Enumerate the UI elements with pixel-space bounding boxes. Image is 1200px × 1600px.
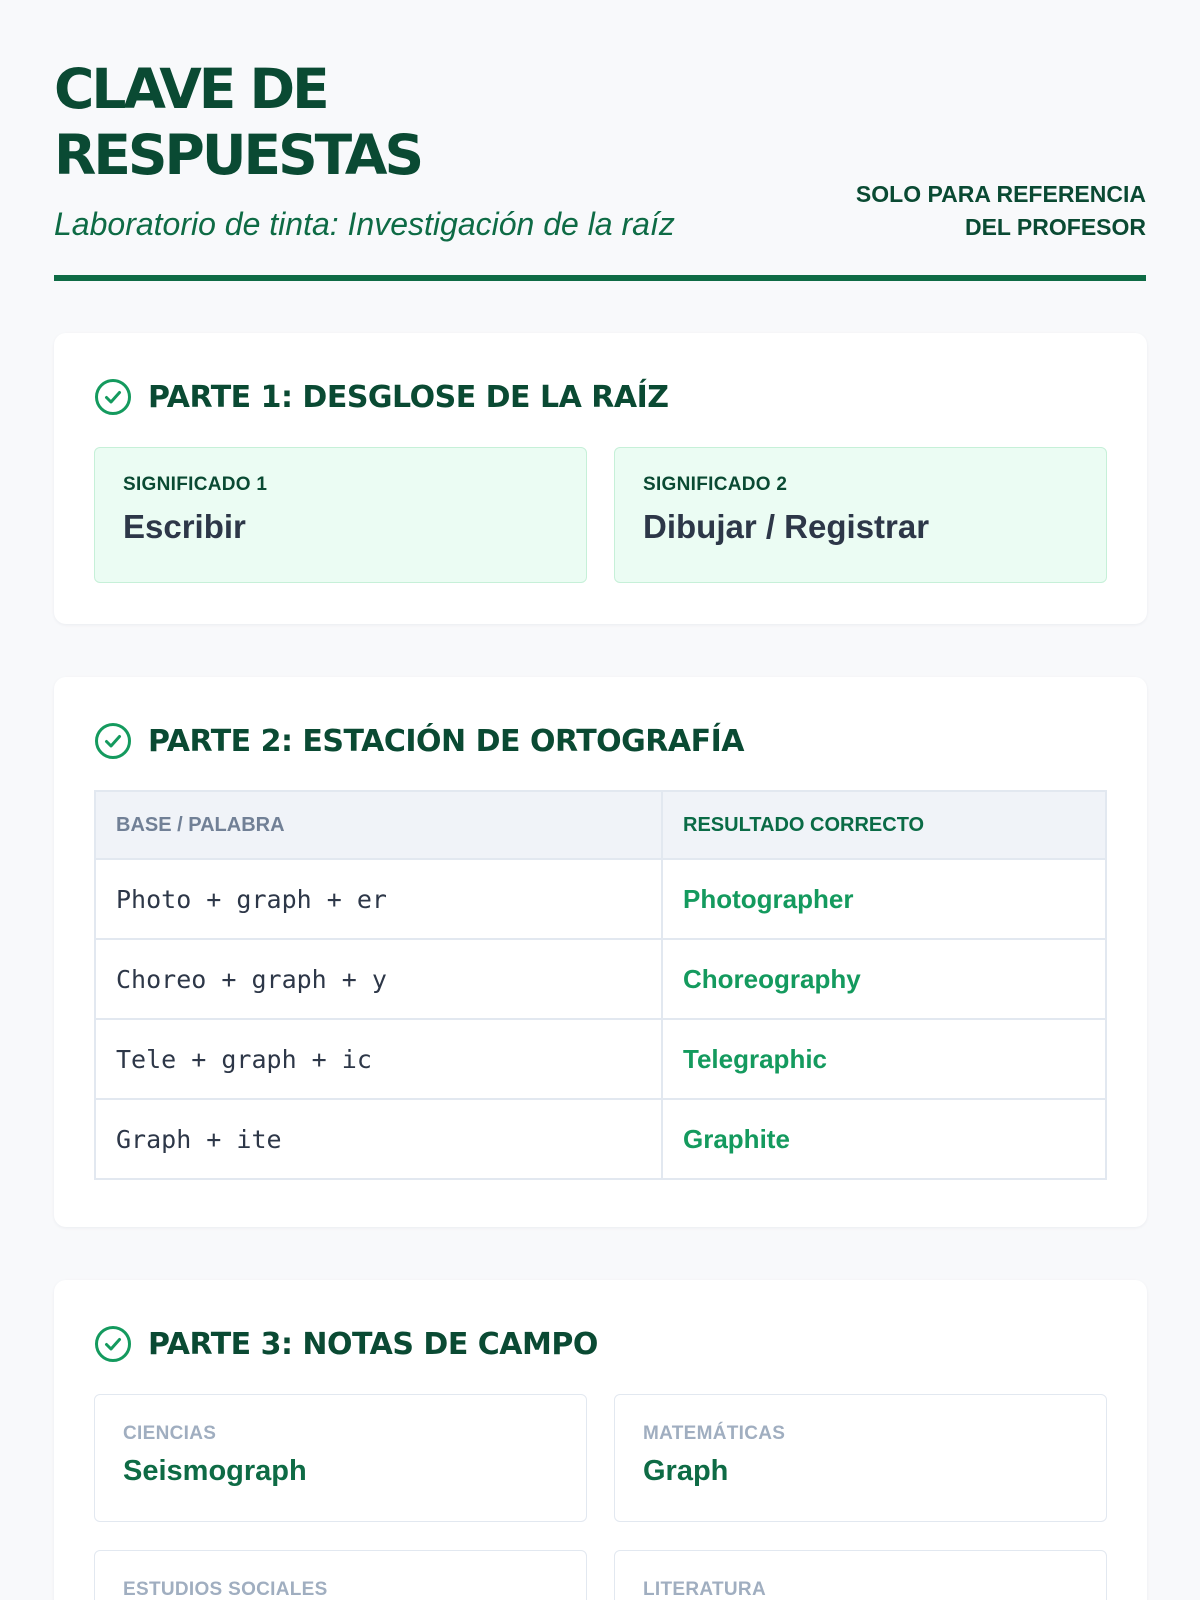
page-title: CLAVE DE RESPUESTAS	[54, 57, 422, 187]
teacher-reference-note: SOLO PARA REFERENCIA DEL PROFESOR	[855, 181, 1146, 240]
part1-title: PARTE 1: DESGLOSE DE LA RAÍZ	[148, 379, 669, 415]
meaning-row	[94, 447, 1107, 583]
check-circle-icon	[94, 1325, 132, 1363]
note-box-social-studies	[94, 1550, 587, 1600]
part3-title: PARTE 3: NOTAS DE CAMPO	[148, 1326, 598, 1362]
note-label: MATEMÁTICAS	[643, 1423, 786, 1444]
part3-card	[54, 1280, 1147, 1600]
check-circle-icon	[94, 722, 132, 760]
base-cell: Photo + graph + er	[95, 859, 662, 939]
result-cell: Telegraphic	[662, 1019, 1106, 1099]
note-label: ESTUDIOS SOCIALES	[123, 1579, 328, 1600]
base-cell: Tele + graph + ic	[95, 1019, 662, 1099]
note-box-science	[94, 1394, 587, 1522]
column-header-base: BASE / PALABRA	[95, 791, 662, 859]
part2-title: PARTE 2: ESTACIÓN DE ORTOGRAFÍA	[148, 723, 744, 759]
meaning-box-1	[94, 447, 587, 583]
table-row	[95, 1019, 1106, 1099]
page-subtitle: Laboratorio de tinta: Investigación de la raíz	[54, 206, 675, 242]
meaning-value: Escribir	[123, 508, 246, 545]
part3-heading	[94, 1324, 598, 1364]
check-circle-icon	[94, 378, 132, 416]
result-cell: Photographer	[662, 859, 1106, 939]
base-cell: Graph + ite	[95, 1099, 662, 1179]
page-header	[54, 0, 1146, 281]
note-value: Graph	[643, 1455, 729, 1487]
note-box-literature	[614, 1550, 1107, 1600]
note-label: CIENCIAS	[123, 1423, 217, 1444]
column-header-result: RESULTADO CORRECTO	[662, 791, 1106, 859]
table-row	[95, 859, 1106, 939]
part2-heading	[94, 721, 744, 761]
note-value: Seismograph	[123, 1455, 307, 1487]
note-label: LITERATURA	[643, 1579, 766, 1600]
table-row	[95, 939, 1106, 1019]
meaning-box-2	[614, 447, 1107, 583]
spelling-table	[94, 790, 1107, 1180]
part1-heading	[94, 377, 669, 417]
note-box-math	[614, 1394, 1107, 1522]
result-cell: Graphite	[662, 1099, 1106, 1179]
result-cell: Choreography	[662, 939, 1106, 1019]
meaning-value: Dibujar / Registrar	[643, 508, 930, 545]
table-header-row	[95, 791, 1106, 859]
part2-card	[54, 677, 1147, 1227]
base-cell: Choreo + graph + y	[95, 939, 662, 1019]
table-row	[95, 1099, 1106, 1179]
part1-card	[54, 333, 1147, 624]
field-notes-grid	[94, 1394, 1107, 1600]
meaning-label: SIGNIFICADO 2	[643, 474, 788, 495]
meaning-label: SIGNIFICADO 1	[123, 474, 268, 495]
